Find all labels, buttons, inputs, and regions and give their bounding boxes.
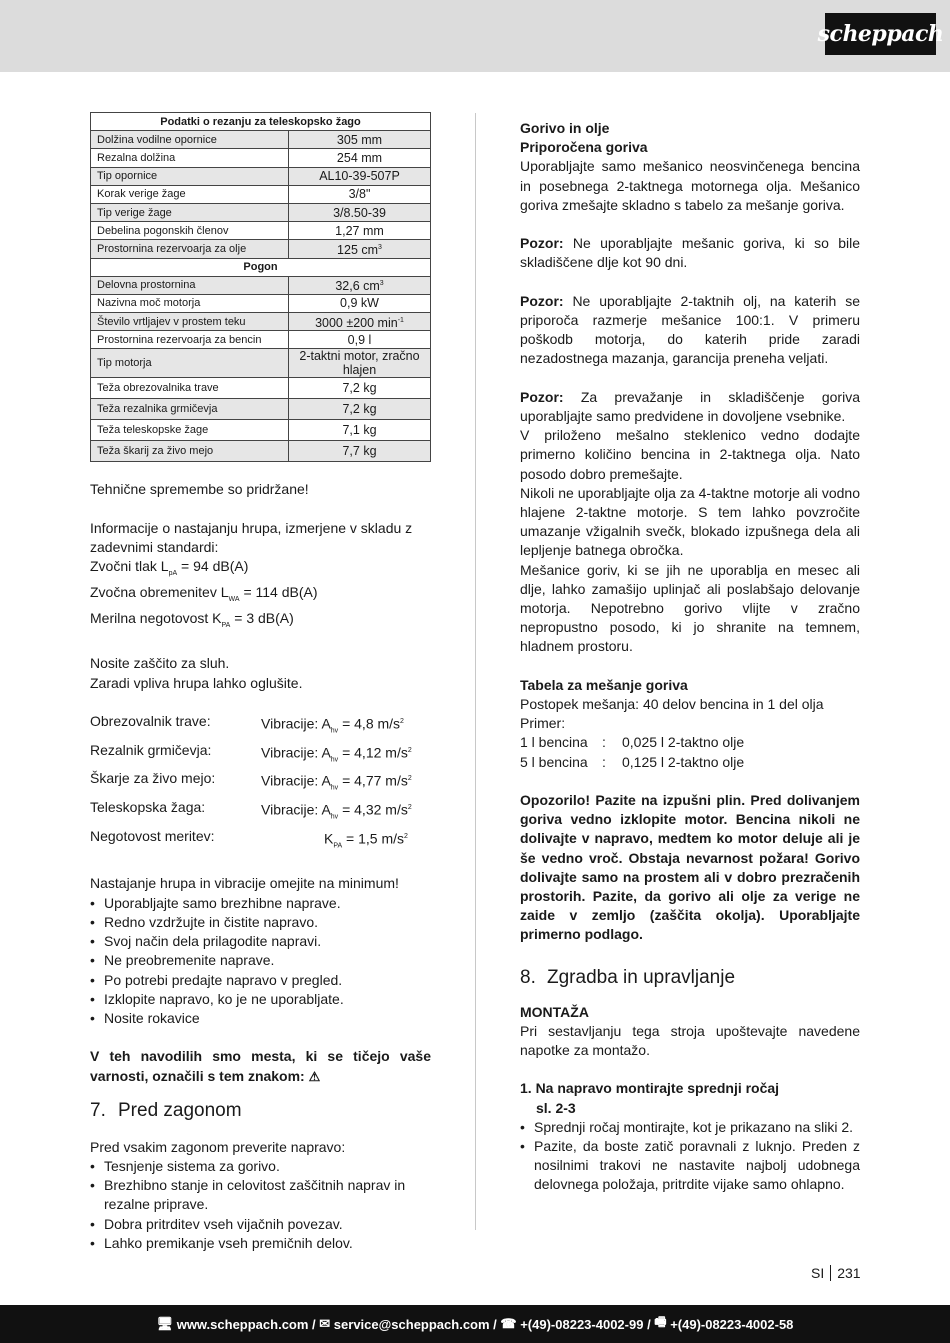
section-number: 7. [90,1099,106,1121]
vib-sup: 2 [400,718,404,726]
row-label: Rezalna dolžina [91,149,289,167]
table-row [91,331,431,349]
uncertainty-label: Negotovost meritev: [90,827,215,844]
vib-post: = 4,32 m/s [338,801,408,818]
warning-triangle-icon: ⚠ [308,1068,321,1084]
row-value: 7,2 kg [289,378,431,399]
hearing-note: Nosite zaščito za sluh. [90,655,230,672]
vibration-value [261,712,404,741]
montage-heading: MONTAŽA [520,1003,589,1020]
left-column [90,112,431,1253]
section-8-heading [520,965,860,991]
footer-email[interactable]: service@scheppach.com [333,1316,490,1332]
list-item: • Ne preobremenite naprave. [90,951,431,970]
vib-sup: 2 [407,775,412,783]
vib-pre: Vibracije: A [261,772,331,789]
list-item: • Dobra pritrditev vseh vijačnih povezav. [90,1215,431,1234]
caution-label: Pozor: [520,235,564,252]
mix-paragraph: V priloženo mešalno steklenico vedno dodajte primerno količino bencina in 2-taktnega olja. Nato posodo dobro premešajte. [520,427,860,482]
row-label: Korak verige žage [91,185,289,203]
footer-separator: / [489,1316,501,1332]
row-value [289,313,431,331]
example-label: Primer: [520,715,566,732]
montage-paragraph: Pri sestavljanju tega stroja upoštevajte navedene napotke za montažo. [520,1022,860,1059]
unc-sup: 2 [404,832,408,840]
mix-colon: : [602,734,606,751]
header-bar [0,0,950,72]
value-sup: 3 [378,243,382,251]
footer-fax: +(49)-08223-4002-58 [670,1316,794,1332]
page-number-value: 231 [837,1265,861,1281]
row-value: 2-taktni motor, zračno hlajen [289,349,431,378]
table-row [91,240,431,258]
table-section-title: Pogon [91,258,431,276]
caution-paragraph [520,292,860,369]
row-value: 0,9 l [289,331,431,349]
row-label: Prostornina rezervoarja za bencin [91,331,289,349]
row-value: 3/8.50-39 [289,203,431,221]
vibration-device: Rezalnik grmičevja: [90,741,212,758]
table-section-row [91,258,431,276]
list-item: • Izklopite napravo, ko je ne uporabljate. [90,990,431,1009]
noise-value: = 3 dB(A) [230,610,294,627]
list-item: • Nosite rokavice [90,1009,431,1028]
minimize-list [90,894,431,1028]
vib-sup: 2 [407,746,412,754]
value-sup: -1 [397,316,404,324]
row-value: 7,2 kg [289,399,431,420]
check-list [90,1157,431,1253]
uncertainty-row [90,827,431,856]
row-value: 3/8" [289,185,431,203]
noise-label: Zvočni tlak L [90,558,169,575]
vibration-row [90,798,431,827]
fax-icon: 🖷 [654,1314,671,1329]
minimize-note: Nastajanje hrupa in vibracije omejite na minimum! [90,875,399,892]
list-item: • Sprednji ročaj montirajte, kot je prikazano na sliki 2. [520,1118,860,1137]
row-value: 0,9 kW [289,294,431,312]
check-intro: Pred vsakim zagonom preverite napravo: [90,1138,346,1155]
row-label: Tip opornice [91,167,289,185]
value-text: 32,6 cm [335,279,380,294]
noise-uncertainty [90,609,431,635]
value-text: 3000 ±200 min [315,315,398,330]
row-value: 7,7 kg [289,441,431,462]
spec-table [90,112,431,462]
vib-sup: 2 [407,803,412,811]
table-row [91,149,431,167]
vibration-value [261,741,412,770]
footer-separator: / [643,1316,655,1332]
row-label: Teža obrezovalnika trave [91,378,289,399]
vibration-row [90,712,431,741]
vibration-device: Teleskopska žaga: [90,798,206,815]
row-value [289,240,431,258]
table-row [91,276,431,294]
table-row [91,222,431,240]
caution-label: Pozor: [520,292,564,309]
scheppach-logo: scheppach [825,13,936,55]
row-label: Dolžina vodilne opornice [91,131,289,149]
row-label: Število vrtljajev v prostem teku [91,313,289,331]
mix-colon: : [602,753,606,770]
table-row [91,203,431,221]
uncertainty-value [261,827,408,856]
vib-pre: Vibracije: A [261,801,331,818]
caution-paragraph [520,234,860,272]
fuel-heading: Gorivo in olje [520,120,610,136]
caution-label: Pozor: [520,388,564,405]
page-separator [830,1265,831,1281]
caution-text: Ne uporabljajte 2-taktnih olj, na katerih se priporoča razmerje mešanice 100:1. V primeru poškodb motorja, do katerih pride zaradi nezadostnega mazanja, garancija preneha veljati. [520,292,860,367]
table-row [91,420,431,441]
caution-text: Za prevažanje in skladiščenje goriva uporabljajte samo predvidene in dovoljene vsebnike. [520,388,860,424]
exhaust-warning: Opozorilo! Pazite na izpušni plin. Pred dolivanjem goriva vedno izklopite motor. Bencina nikoli ne dolivajte v napravo, medtem ko motor deluje ali je še vedno vroč. Obstaja nevarnost požara! Gorivo dolivajte samo na prostem ali v dobro prezračenih prostorih. Pazite, da gorivo ali olje za verige ne zaide v zemljo (zaščita okolja). Uporabljajte primerno podlago. [520,792,860,943]
row-label: Tip motorja [91,349,289,378]
noise-label: Zvočna obremenitev L [90,584,229,601]
mix-oil: 0,025 l 2-taktno olje [622,734,745,751]
section-title: Zgradba in upravljanje [547,966,736,988]
storage-paragraph: Mešanice goriv, ki se jih ne uporablja en mesec ali dlje, lahko zamašijo uplinjač ali poslabšajo delovanje motorja. Nepotrebno gorivo vlijte v zračno nepropustno posodo, ki jo shranite na temnem, hladnem prostoru. [520,561,860,655]
vib-sub: hv [330,727,339,735]
table-row [91,294,431,312]
mail-icon: ✉ [319,1316,334,1331]
noise-label: Merilna negotovost K [90,610,222,627]
row-label: Teža rezalnika grmičevja [91,399,289,420]
row-label: Teža teleskopske žage [91,420,289,441]
safety-note [90,1047,431,1085]
row-value: 1,27 mm [289,222,431,240]
mix-row [520,753,860,772]
row-label: Prostornina rezervoarja za olje [91,240,289,258]
table-row [91,349,431,378]
column-divider [475,113,476,1230]
vib-post: = 4,12 m/s [338,744,408,761]
noise-intro: Informacije o nastajanju hrupa, izmerjene v skladu z zadevnimi standardi: [90,519,413,556]
row-label: Nazivna moč motorja [91,294,289,312]
step-1-figure-ref: sl. 2-3 [536,1099,576,1116]
vibration-row [90,769,431,798]
caution-paragraph [520,388,860,426]
table-row [91,399,431,420]
footer-separator: / [308,1316,320,1332]
row-value: 254 mm [289,149,431,167]
value-text: 125 cm [337,242,379,257]
vibration-row [90,741,431,770]
list-item: • Lahko premikanje vseh premičnih delov. [90,1234,431,1253]
caution-text: Ne uporabljajte mešanic goriva, ki so bile skladiščene dlje kot 90 dni. [520,235,860,271]
right-column [520,119,860,1195]
table-row [91,131,431,149]
unc-pre: K [324,830,334,847]
table-row [91,167,431,185]
fuel-subheading: Priporočena goriva [520,139,648,156]
noise-pressure [90,557,431,583]
table-row [91,441,431,462]
phone-icon: ☎ [500,1316,521,1331]
row-value: AL10-39-507P [289,167,431,185]
section-title: Pred zagonom [118,1099,242,1121]
mix-oil: 0,125 l 2-taktno olje [622,753,745,770]
unc-post: = 1,5 m/s [342,830,405,847]
section-number: 8. [520,966,536,988]
page-lang: SI [811,1265,825,1281]
changes-note: Tehnične spremembe so pridržane! [90,481,309,498]
footer-website[interactable]: www.scheppach.com [176,1316,309,1332]
row-value: 305 mm [289,131,431,149]
row-value [289,276,431,294]
noise-sub: WA [228,596,240,604]
list-item: • Redno vzdržujte in čistite napravo. [90,913,431,932]
vib-sub: hv [330,813,339,821]
vibration-device: Škarje za živo mejo: [90,770,216,787]
table-title: Podatki o rezanju za teleskopsko žago [91,113,431,131]
table-row [91,313,431,331]
table-row [91,185,431,203]
computer-icon: 🖥 [156,1316,177,1331]
row-label: Tip verige žage [91,203,289,221]
noise-power [90,583,431,609]
footer-bar [0,1305,950,1343]
list-item: • Svoj način dela prilagodite napravi. [90,932,431,951]
vib-sub: hv [330,784,339,792]
table-title-row [91,113,431,131]
list-item: • Tesnjenje sistema za gorivo. [90,1157,431,1176]
vibration-device: Obrezovalnik trave: [90,713,211,730]
vib-pre: Vibracije: A [261,744,331,761]
step-1-title: 1. Na napravo montirajte sprednji ročaj [520,1080,780,1097]
step-1-list [520,1118,860,1195]
safety-note-text: V teh navodilih smo mesta, ki se tičejo vaše varnosti, označili s tem znakom: [90,1048,431,1084]
page-number [811,1265,861,1281]
value-sup: 3 [379,280,384,288]
four-stroke-paragraph: Nikoli ne uporabljajte olja za 4-taktne motorje ali vodno hlajene 2-taktne motorje. S tem lahko povzročite umazanje vžigalnih svečk, blokado izpušnega dela ali lepljenje batnega obročka. [520,484,860,559]
mix-row [520,733,860,752]
list-item: • Pazite, da boste zatič poravnali z luknjo. Preden z nosilnimi trakovi ne nastavite najbolj udobnega delovnega položaja, pritrdite vijake samo ohlapno. [520,1137,860,1195]
mix-procedure: Postopek mešanja: 40 delov bencina in 1 del olja [520,696,824,713]
row-label: Teža škarij za živo mejo [91,441,289,462]
list-item: • Po potrebi predajte napravo v pregled. [90,971,431,990]
row-label: Delovna prostornina [91,276,289,294]
mix-petrol: 5 l bencina [520,753,588,770]
footer-phone: +(49)-08223-4002-99 [520,1316,644,1332]
vib-post: = 4,77 m/s [338,772,408,789]
vibration-value [261,798,412,827]
vib-sub: hv [330,756,339,764]
noise-sub: pA [168,570,178,578]
vib-pre: Vibracije: A [261,715,331,732]
section-7-heading [90,1098,431,1124]
noise-value: = 94 dB(A) [177,558,249,575]
table-row [91,378,431,399]
vibration-value [261,769,412,798]
list-item: • Brezhibno stanje in celovitost zaščitnih naprav in rezalne priprave. [90,1176,431,1214]
mix-petrol: 1 l bencina [520,734,588,751]
noise-sub: PA [221,622,231,630]
noise-value: = 114 dB(A) [239,584,318,601]
row-value: 7,1 kg [289,420,431,441]
vib-post: = 4,8 m/s [338,715,401,732]
mix-table-heading: Tabela za mešanje goriva [520,676,688,693]
hearing-warning: Zaradi vpliva hrupa lahko oglušite. [90,674,303,691]
row-label: Debelina pogonskih členov [91,222,289,240]
unc-sub: PA [333,842,343,850]
fuel-paragraph: Uporabljajte samo mešanico neosvinčenega bencina in posebnega 2-taktnega motornega olja. Mešanico goriva zmešajte skladno s tabelo za mešanje goriva. [520,158,860,213]
list-item: • Uporabljajte samo brezhibne naprave. [90,894,431,913]
